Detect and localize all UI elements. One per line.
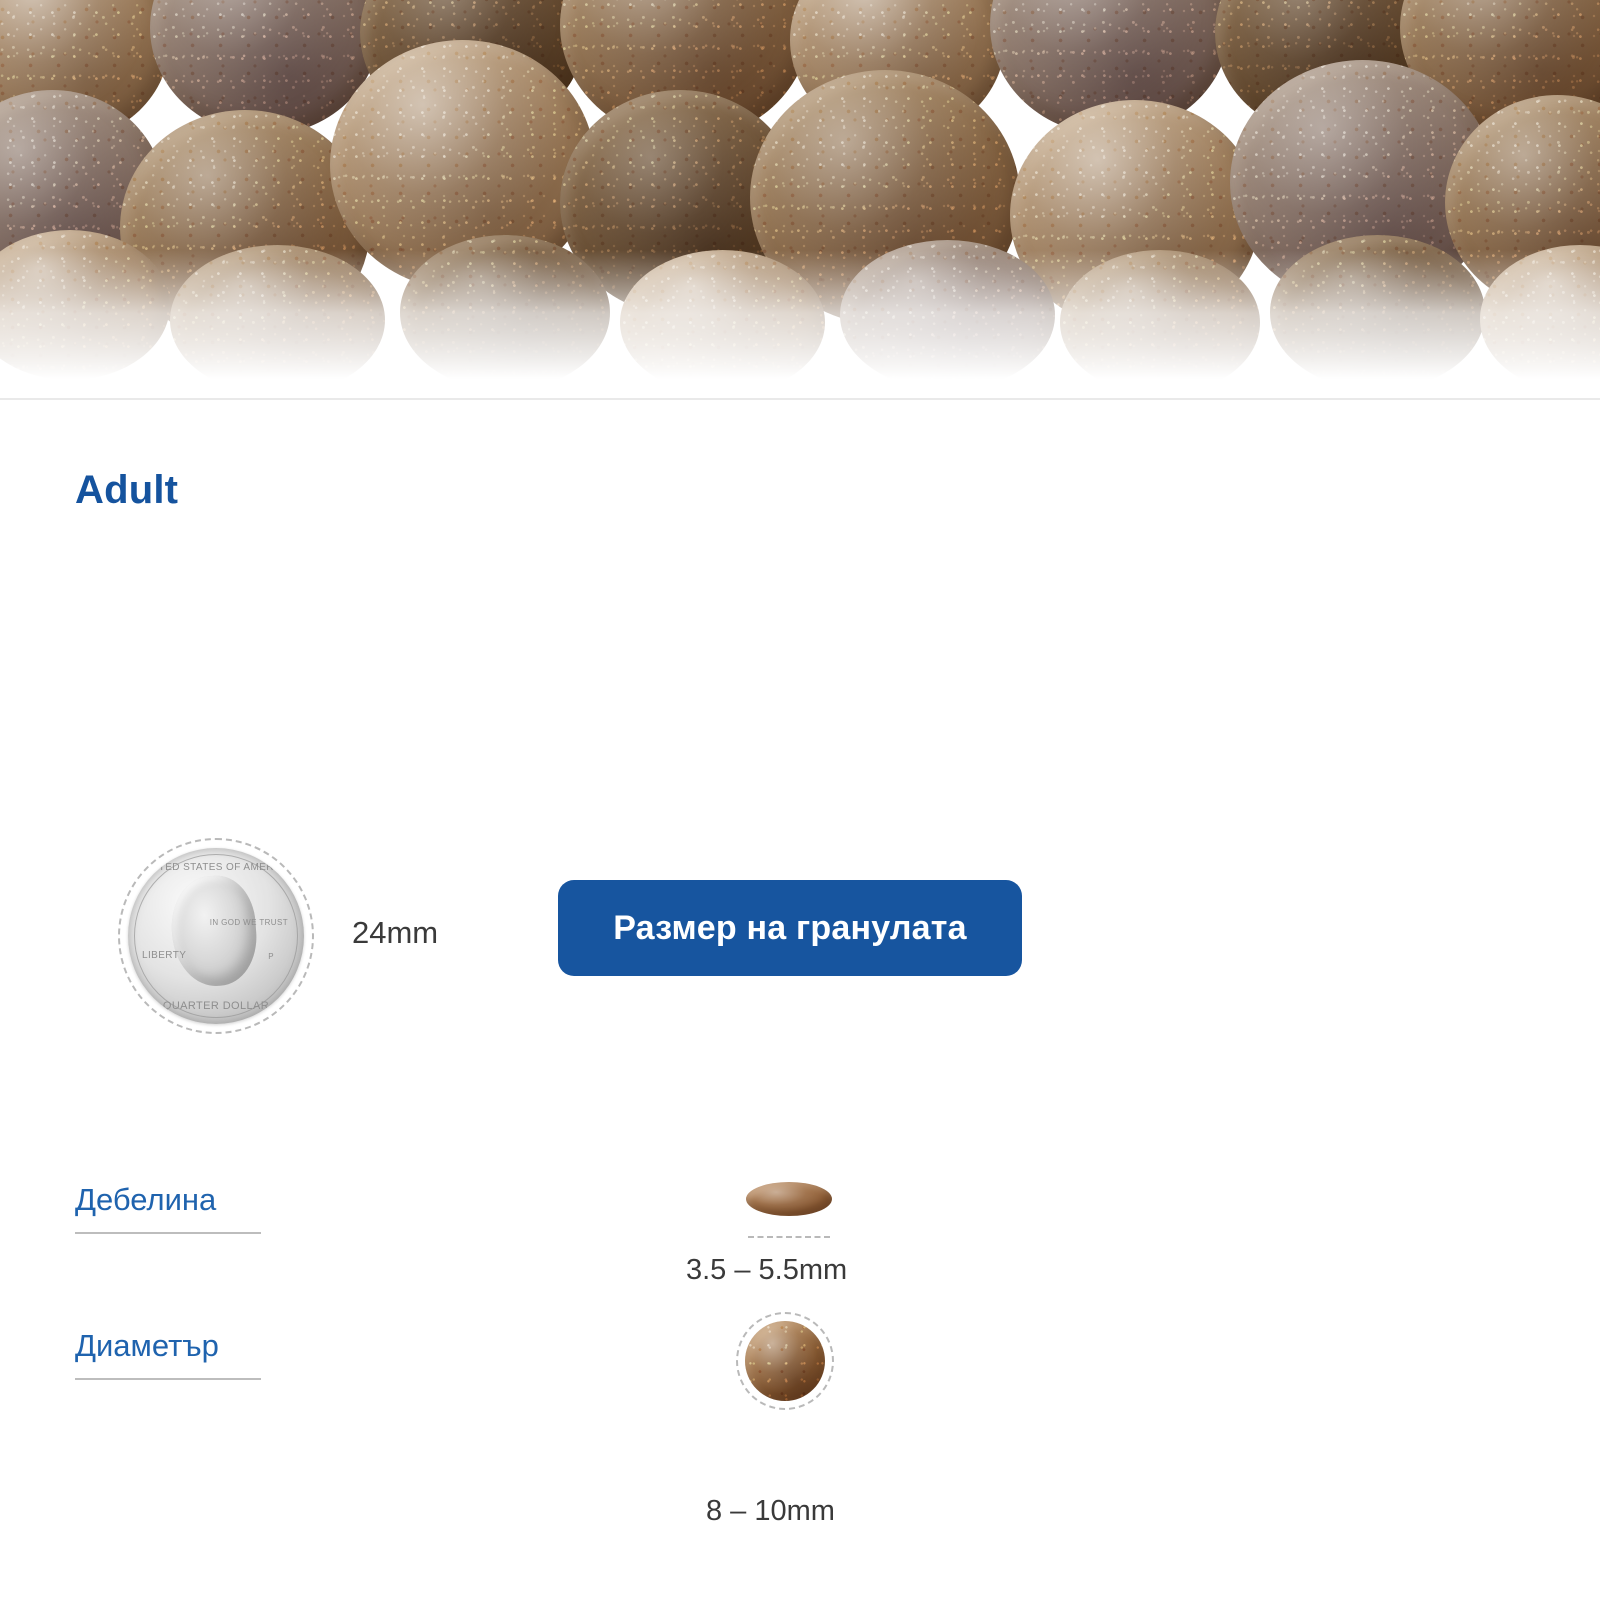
kibble-size-badge: Размер на гранулата: [558, 880, 1022, 976]
photo-divider: [0, 398, 1600, 400]
coin-bottom-inscription: QUARTER DOLLAR: [162, 1000, 270, 1012]
thickness-value: 3.5 – 5.5mm: [686, 1254, 848, 1286]
coin-top-inscription: UNITED STATES OF AMERICA: [140, 862, 292, 873]
life-stage-title: Adult: [75, 468, 179, 512]
quarter-dollar-coin-icon: [128, 848, 304, 1024]
kibble-photo-band: [0, 0, 1600, 400]
diameter-value: 8 – 10mm: [706, 1495, 835, 1527]
coin-scale-reference: [118, 838, 314, 1034]
kibble-top-view-icon: [736, 1312, 834, 1410]
diameter-label: Диаметър: [75, 1328, 261, 1380]
kibble-side-view-icon: [746, 1182, 832, 1216]
coin-motto-inscription: IN GOD WE TRUST: [209, 918, 288, 927]
kibble-top-shape: [745, 1321, 825, 1401]
coin-liberty-inscription: LIBERTY: [142, 950, 187, 961]
thickness-label: Дебелина: [75, 1182, 261, 1234]
thickness-measure-line: [748, 1236, 830, 1238]
kibble-photo: [0, 0, 1600, 400]
coin-mint-mark: P: [268, 952, 274, 961]
coin-size-label: 24mm: [352, 915, 439, 950]
